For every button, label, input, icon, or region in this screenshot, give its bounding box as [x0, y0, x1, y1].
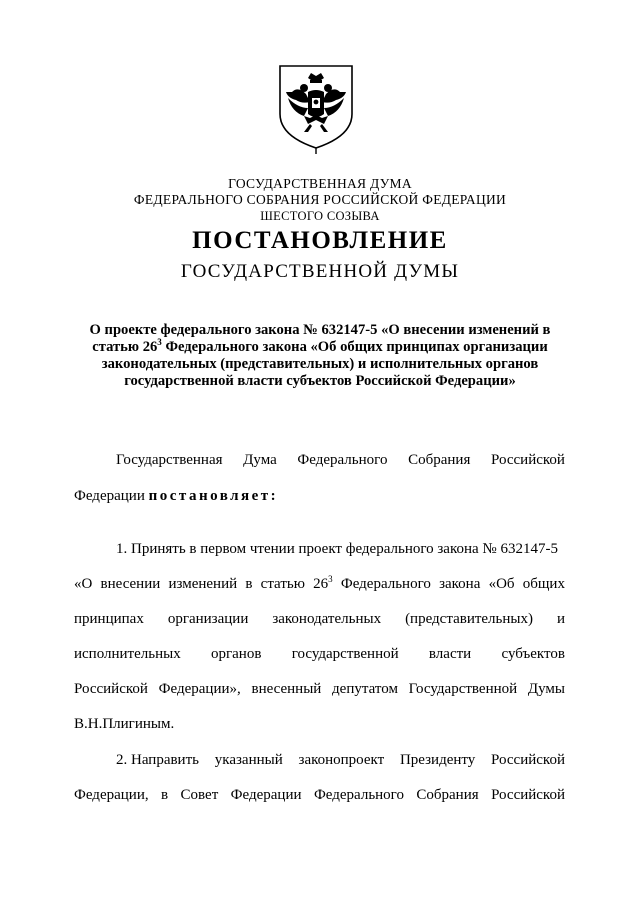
word: Федерального: [340, 576, 431, 592]
word: Федерации,: [74, 787, 149, 803]
word: законодательных: [272, 611, 382, 627]
item1-line-3: [74, 610, 565, 628]
subject-line-3: законодательных (представительных) и исполнительных органов: [101, 356, 539, 372]
item1-line-1: 1. Принять в первом чтении проект федерального закона № 632147-5: [116, 541, 558, 557]
resolves-word: постановляет:: [148, 488, 279, 504]
word: закона: [439, 576, 481, 592]
word: 2. Направить: [116, 752, 199, 768]
word: Президенту: [399, 752, 476, 768]
word: (представительных): [405, 611, 533, 627]
word: Федерального: [313, 787, 404, 803]
word: исполнительных: [74, 646, 181, 662]
word: Собрания: [416, 787, 479, 803]
word: и: [556, 611, 565, 627]
header-line-assembly: ФЕДЕРАЛЬНОГО СОБРАНИЯ РОССИЙСКОЙ ФЕДЕРАЦИИ: [133, 192, 507, 207]
word: «Об: [488, 576, 515, 592]
word: Российской: [491, 752, 565, 768]
word: общих: [522, 576, 565, 592]
header-line-duma: ГОСУДАРСТВЕННАЯ ДУМА: [228, 176, 412, 191]
word: Совет: [180, 787, 219, 803]
word: принципах: [74, 611, 144, 627]
subject-law-name: Федерального закона «Об общих принципах организации: [161, 339, 548, 355]
word: законопроект: [298, 752, 385, 768]
word: Дума: [243, 452, 277, 468]
word: Российской: [74, 681, 148, 697]
word: Российской: [491, 787, 565, 803]
word: Государственной: [408, 681, 518, 697]
word: субъектов: [501, 646, 565, 662]
document-subject: [70, 322, 570, 390]
word: Федерации»,: [158, 681, 241, 697]
article-base: 26: [313, 576, 329, 592]
word: в: [161, 787, 169, 803]
word: статью: [260, 576, 305, 592]
document-subtitle: ГОСУДАРСТВЕННОЙ ДУМЫ: [180, 261, 460, 282]
word: организации: [167, 611, 249, 627]
word: Российской: [491, 452, 565, 468]
subject-article-superscript: 3: [157, 337, 162, 348]
word: депутатом: [332, 681, 398, 697]
word: власти: [428, 646, 472, 662]
item1-line-4: [74, 645, 565, 663]
document-title: ПОСТАНОВЛЕНИЕ: [192, 227, 448, 254]
preamble-line-1: [116, 451, 565, 469]
word: Федерации: [230, 787, 302, 803]
item1-line-2: [74, 575, 565, 593]
double-headed-eagle-icon: [274, 62, 358, 154]
preamble-line-2: [74, 487, 565, 505]
word: органов: [211, 646, 262, 662]
word: внесении: [100, 576, 161, 592]
word: в: [245, 576, 253, 592]
article-superscript: 3: [328, 574, 333, 584]
item1-line-6: В.Н.Плигиным.: [74, 716, 175, 732]
word: Федерации: [74, 488, 145, 504]
subject-line-1: О проекте федерального закона № 632147-5 «О внесении изменений в: [89, 322, 551, 338]
word: Федерального: [297, 452, 388, 468]
subject-line-4: государственной власти субъектов Российской Федерации»: [124, 373, 516, 389]
word: государственной: [291, 646, 399, 662]
word: Государственная: [116, 452, 223, 468]
word: Собрания: [408, 452, 471, 468]
word: Думы: [527, 681, 565, 697]
word: «О: [74, 576, 93, 592]
item2-line-1: [116, 751, 565, 769]
header-line-convocation: ШЕСТОГО СОЗЫВА: [260, 209, 380, 223]
word: изменений: [168, 576, 238, 592]
item1-line-5: [74, 680, 565, 698]
word: указанный: [214, 752, 283, 768]
state-emblem: [274, 62, 358, 154]
subject-line-2: [70, 339, 570, 356]
article-number: [313, 575, 333, 593]
subject-article: статью 26: [92, 339, 158, 355]
word: внесенный: [251, 681, 322, 697]
item2-line-2: [74, 786, 565, 804]
